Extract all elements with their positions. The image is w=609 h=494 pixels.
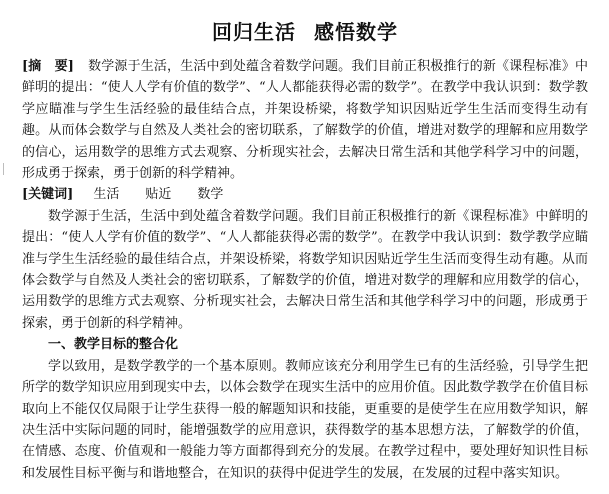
keywords-line (22, 184, 588, 205)
intro-paragraph: 数学源于生活，生活中到处蕴含着数学问题。我们目前正积极推行的新《课程标准》中鲜明的提出：“使人人学有价值的数学”、“人人都能获得必需的数学”。在教学中我认识到：数学教学应瞄准与学生生活经验的最佳结合点，并架设桥梁，将数学知识因贴近学生生活而变得生动有趣。从而体会数学与自然及人类社会的密切联系，了解数学的价值，增进对数学的理解和应用数学的信心，运用数学的思维方式去观察、分析现实社会，去解决日常生活和其他学科学习中的问题，形成勇于探索，勇于创新的科学精神。 (22, 208, 588, 331)
section-paragraph: 学以致用，是数学教学的一个基本原则。教师应该充分利用学生已有的生活经验，引导学生把所学的数学知识应用到现实中去，以体会数学在现实生活中的应用价值。因此数学教学在价值目标取向上不能仅仅局限于让学生获得一般的解题知识和技能，更重要的是使学生在应用数学知识，解决生活中实际问题的同时，能增强数学的应用意识，获得数学的基本思想方法，了解数学的价值，在情感、态度、价值观和一般能力等方面都得到充分的发展。在教学过程中，要处理好知识性目标和发展性目标平衡与和谐地整合，在知识的获得中促进学生的发展，在发展的过程中落实知识。 (22, 358, 588, 481)
abstract-text: 数学源于生活，生活中到处蕴含着数学问题。我们目前正积极推行的新《课程标准》中鲜明的提出：“使人人学有价值的数学”、“人人都能获得必需的数学”。在教学中我认识到：数学教学应瞄准与学生生活经验的最佳结合点，并架设桥梁，将数学知识因贴近学生生活而变得生动有趣。从而体会数学与自然及人类社会的密切联系，了解数学的价值，增进对数学的理解和应用数学的信心，运用数学的思维方式去观察、分析现实社会，去解决日常生活和其他学科学习中的问题，形成勇于探索，勇于创新的科学精神。 (22, 59, 588, 182)
section-heading: 一、教学目标的整合化 (48, 337, 179, 353)
keywords-label: [关键词] (22, 187, 74, 203)
document-page (22, 18, 588, 484)
title-part-1: 回归生活 (212, 20, 296, 44)
keyword-item: 生活 (93, 187, 120, 203)
document-title (22, 18, 588, 46)
abstract-paragraph (22, 56, 588, 184)
margin-line-marker (3, 163, 4, 175)
abstract-label: [摘 要] (22, 59, 74, 74)
title-part-2: 感悟数学 (314, 20, 398, 44)
keyword-item: 数学 (197, 187, 224, 203)
keyword-item: 贴近 (145, 187, 172, 203)
